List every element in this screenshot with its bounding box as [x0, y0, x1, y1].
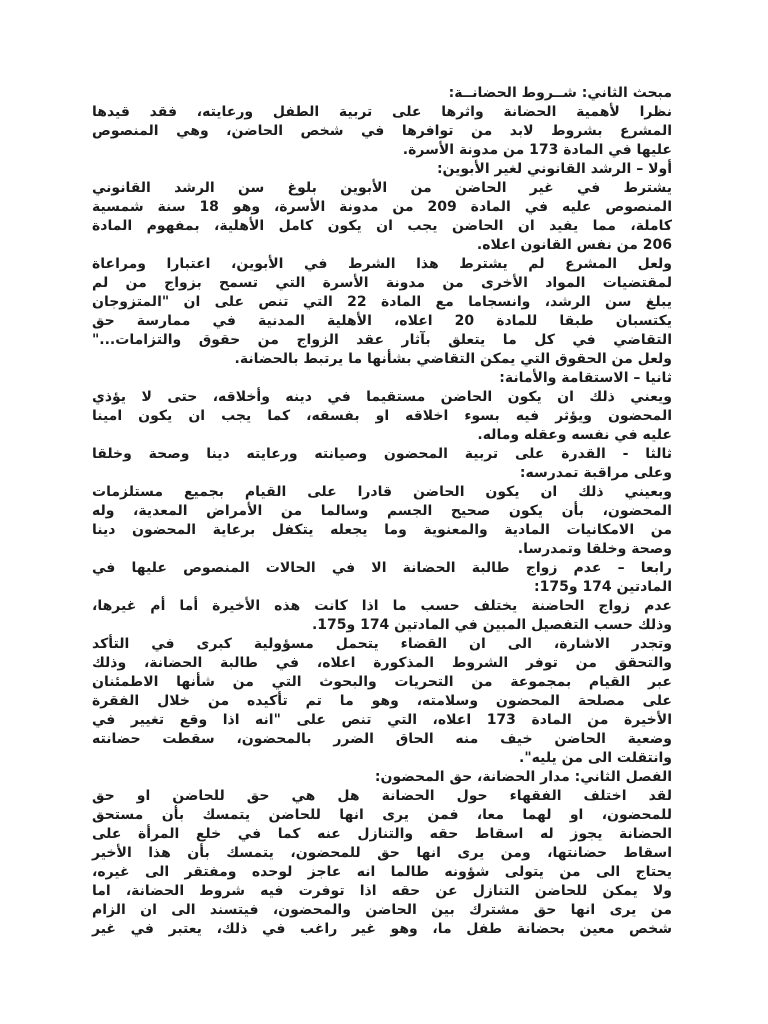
- text-line: نظرا لأهمية الحضانة واثرها على تربية الطفل ورعايته، فقد قيدها: [92, 104, 672, 120]
- text-line: ويعني ذلك ان يكون الحاضن مستقيما في دينه وأخلاقه، حتى لا يؤذي: [92, 389, 672, 405]
- text-line: المادتين 174 و175:: [534, 579, 672, 595]
- text-line: الحضانة يجوز له اسقاط حقه والتنازل عنه كما في خلع المرأة على: [92, 826, 672, 842]
- text-line: مبحث الثاني: شــروط الحضانــة:: [448, 85, 672, 101]
- text-line: ثانيا – الاستقامة والأمانة:: [499, 370, 672, 386]
- text-line: 206 من نفس القانون اعلاه.: [476, 237, 672, 253]
- text-line: على مصلحة المحضون وسلامته، وهو ما تم تأكيده من خلال الفقرة: [92, 693, 672, 709]
- text-line: الأخيرة من المادة 173 اعلاه، التي تنص على "انه اذا وقع تغيير في: [92, 712, 672, 728]
- text-line: يحتاج الى من يتولى شؤونه طالما انه عاجز لوحده ومفتقر الى غيره،: [92, 864, 672, 880]
- text-line: التقاضي في كل ما يتعلق بآثار عقد الزواج من حقوق والتزامات...": [92, 332, 672, 348]
- text-line: لمقتضيات المواد الأخرى من مدونة الأسرة التي تسمح بزواج من لم: [92, 275, 672, 291]
- text-line: لقد اختلف الفقهاء حول الحضانة هل هي حق للحاضن او حق: [92, 788, 672, 804]
- text-line: عبر القيام بمجموعة من التحريات والبحوث التي من شأنها الاطمئنان: [92, 674, 672, 690]
- text-line: الفصل الثاني: مدار الحضانة، حق المحضون:: [374, 769, 672, 785]
- text-line: من يرى انها حق مشترك بين الحاضن والمحضون، فيتسند الى ان الزام: [92, 902, 672, 918]
- text-line: وعلى مراقبة تمدرسه:: [519, 465, 672, 481]
- text-line: يشترط في غير الحاضن من الأبوين بلوغ سن الرشد القانوني: [92, 180, 672, 196]
- text-line: عليه في نفسه وعقله وماله.: [477, 427, 672, 443]
- text-line: من الامكانيات المادية والمعنوية وما يجعله يتكفل برعاية المحضون دينا: [92, 522, 672, 538]
- text-line: ولعل من الحقوق التي يمكن التقاضي بشأنها ما يرتبط بالحضانة.: [234, 351, 672, 367]
- text-line: يبلغ سن الرشد، وانسجاما مع المادة 22 التي تنص على ان "المتزوجان: [92, 294, 672, 310]
- document-body: [92, 84, 672, 939]
- text-line: اسقاط حضانتها، ومن يرى انها حق للمحضون، يتمسك بأن هذا الأخير: [92, 845, 672, 861]
- text-line: ولعل المشرع لم يشترط هذا الشرط في الأبوين، اعتبارا ومراعاة: [92, 256, 672, 272]
- text-line: وذلك حسب التفصيل المبين في المادتين 174 و175.: [311, 617, 672, 633]
- text-line: يكتسبان طبقا للمادة 20 اعلاه، الأهلية المدنية في ممارسة حق: [92, 313, 673, 329]
- text-line: والتحقق من توفر الشروط المذكورة اعلاه، في طالبة الحضانة، وذلك: [92, 655, 672, 671]
- text-line: شخص معين بحضانة طفل ما، وهو غير راغب في ذلك، يعتبر في غير: [92, 921, 672, 937]
- text-line: وضعية الحاضن خيف منه الحاق الضرر بالمحضون، سقطت حضانته: [92, 731, 672, 747]
- text-line: للمحضون، او لهما معا، فمن يرى انها للحاضن يتمسك بأن مستحق: [92, 807, 672, 823]
- text-line: المنصوص عليه في المادة 209 من مدونة الأسرة، وهو 18 سنة شمسية: [92, 199, 672, 215]
- text-line: عليها في المادة 173 من مدونة الأسرة.: [402, 142, 672, 158]
- text-line: أولا – الرشد القانوني لغير الأبوين:: [436, 161, 672, 177]
- text-line: رابعا – عدم زواج طالبة الحضانة الا في الحالات المنصوص عليها في: [92, 560, 672, 576]
- text-line: وتجدر الاشارة، الى ان القضاء يتحمل مسؤولية كبرى في التأكد: [92, 636, 672, 652]
- text-line: كاملة، مما يفيد ان الحاضن يجب ان يكون كامل الأهلية، بمفهوم المادة: [92, 218, 672, 234]
- text-line: عدم زواج الحاضنة يختلف حسب ما اذا كانت هذه الأخيرة أما أم غيرها،: [92, 598, 672, 614]
- text-line: المحضون، بأن يكون صحيح الجسم وسالما من الأمراض المعدية، وله: [92, 503, 672, 519]
- text-line: المشرع بشروط لابد من توافرها في شخص الحاضن، وهي المنصوص: [92, 123, 672, 139]
- text-line: ولا يمكن للحاضن التنازل عن حقه اذا توفرت فيه شروط الحضانة، اما: [92, 883, 672, 899]
- text-line: ثالثا - القدرة على تربية المحضون وصيانته ورعايته دينا وصحة وخلقا: [92, 446, 672, 462]
- text-line: المحضون ويؤثر فيه بسوء اخلاقه او بفسقه، كما يجب ان يكون امينا: [92, 408, 672, 424]
- text-line: وبعيني ذلك ان يكون الحاضن قادرا على القيام بجميع مستلزمات: [92, 484, 672, 500]
- text-line: وانتقلت الى من يليه".: [519, 750, 672, 766]
- text-line: وصحة وخلقا وتمدرسا.: [517, 541, 672, 557]
